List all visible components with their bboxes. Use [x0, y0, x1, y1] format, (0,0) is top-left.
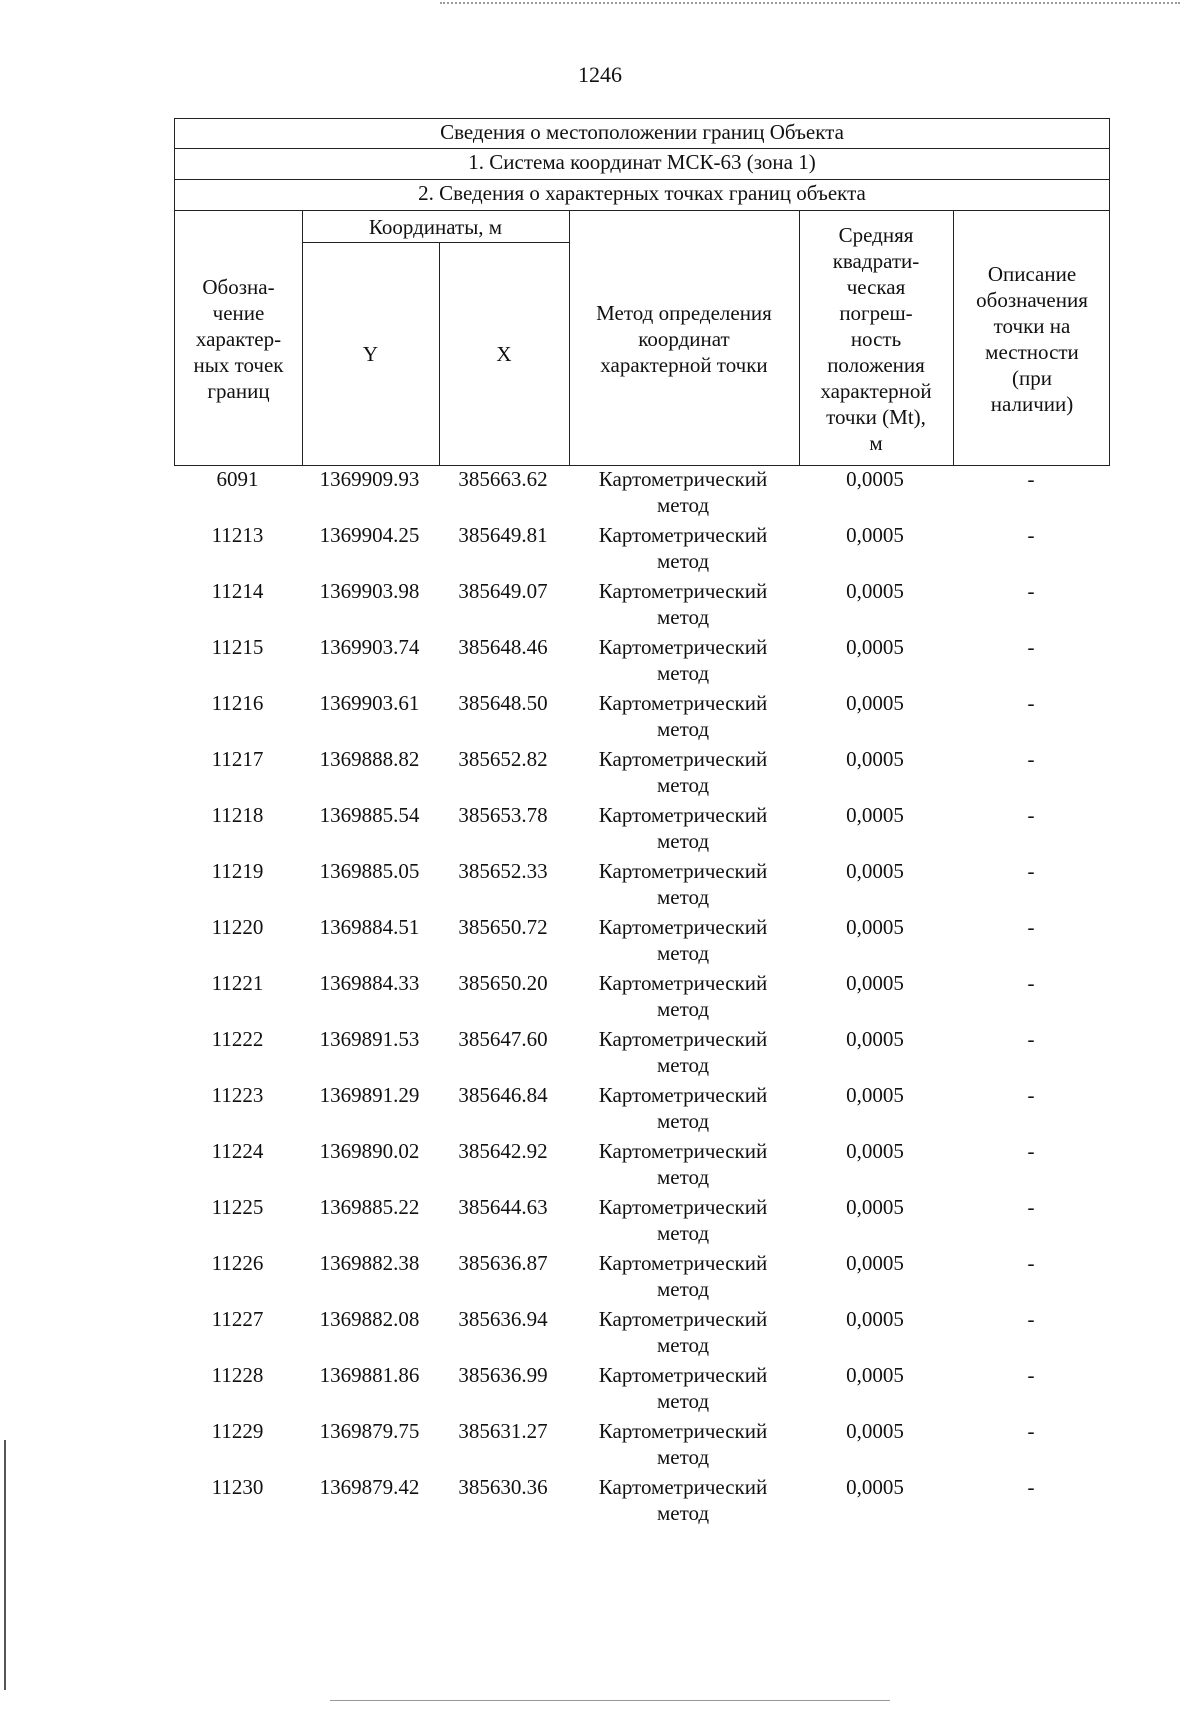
coord-x: 385650.20: [458, 971, 548, 995]
method-line: метод: [656, 1445, 710, 1469]
description: -: [1027, 747, 1035, 771]
method: [568, 858, 798, 910]
coord-x: 385649.81: [458, 523, 548, 547]
coord-y: 1369879.42: [319, 1475, 420, 1499]
header-line: (при: [1012, 365, 1052, 390]
coord-x: 385642.92: [458, 1139, 548, 1163]
header-line: точки (Mt),: [826, 404, 926, 429]
header-description-text: [976, 261, 1088, 417]
coord-x: 385652.82: [458, 747, 548, 771]
description: -: [1027, 859, 1035, 883]
description: -: [1027, 1083, 1035, 1107]
error-value: 0,0005: [846, 1475, 904, 1499]
page-number: 1246: [578, 62, 622, 87]
description: -: [1027, 803, 1035, 827]
table-row: [174, 1026, 1110, 1082]
method-line: метод: [656, 773, 710, 797]
error-value: 0,0005: [846, 1251, 904, 1275]
table-row: [174, 522, 1110, 578]
method: [568, 466, 798, 518]
method: [568, 1362, 798, 1414]
error-value: 0,0005: [846, 635, 904, 659]
point-id: 11225: [211, 1195, 264, 1219]
coord-y: 1369884.51: [319, 915, 420, 939]
method-line: Картометрический: [598, 1195, 768, 1219]
error-value: 0,0005: [846, 1363, 904, 1387]
header-line: характер-: [195, 326, 282, 351]
header-line: м: [869, 430, 883, 455]
scan-edge-top: [440, 2, 1180, 4]
scan-edge-bottom: [330, 1700, 890, 1701]
scan-edge-left: [4, 1440, 6, 1690]
coord-x: 385636.99: [458, 1363, 548, 1387]
point-id: 11220: [211, 915, 264, 939]
header-description: [953, 211, 1111, 466]
header-line: координат: [638, 326, 730, 351]
coord-y: 1369879.75: [319, 1419, 420, 1443]
description: -: [1027, 691, 1035, 715]
header-line: характерной: [820, 378, 932, 403]
description: -: [1027, 579, 1035, 603]
method-line: Картометрический: [598, 747, 768, 771]
description: -: [1027, 1419, 1035, 1443]
coord-x: 385644.63: [458, 1195, 548, 1219]
description: -: [1027, 1195, 1035, 1219]
column-headers: [174, 211, 1110, 466]
method: [568, 970, 798, 1022]
method-line: Картометрический: [598, 1475, 768, 1499]
error-value: 0,0005: [846, 1027, 904, 1051]
error-value: 0,0005: [846, 1083, 904, 1107]
header-line: ных точек: [193, 352, 284, 377]
method: [568, 1194, 798, 1246]
section-title: 2. Сведения о характерных точках границ объекта: [174, 180, 1110, 211]
coord-x: 385663.62: [458, 467, 548, 491]
point-id: 11214: [211, 579, 264, 603]
method-line: метод: [656, 493, 710, 517]
description: -: [1027, 1139, 1035, 1163]
error-value: 0,0005: [846, 579, 904, 603]
header-x: X: [496, 342, 512, 366]
header-line: Метод определения: [596, 300, 772, 325]
header-line: Обозна-: [202, 274, 275, 299]
method-line: Картометрический: [598, 1419, 768, 1443]
table-row: [174, 1474, 1110, 1530]
table-row: [174, 1250, 1110, 1306]
header-line: чение: [212, 300, 265, 325]
header-line: положения: [827, 352, 925, 377]
coord-y: 1369882.38: [319, 1251, 420, 1275]
description: -: [1027, 1027, 1035, 1051]
header-line: Средняя: [838, 222, 914, 247]
method-line: Картометрический: [598, 523, 768, 547]
method: [568, 634, 798, 686]
method-line: Картометрический: [598, 635, 768, 659]
error-value: 0,0005: [846, 691, 904, 715]
table-row: [174, 1138, 1110, 1194]
table-row: [174, 1362, 1110, 1418]
coord-x: 385646.84: [458, 1083, 548, 1107]
header-line: границ: [207, 378, 270, 403]
header-line: точки на: [993, 313, 1071, 338]
header-line: характерной точки: [600, 352, 768, 377]
method-line: метод: [656, 885, 710, 909]
method-line: Картометрический: [598, 1251, 768, 1275]
method-line: Картометрический: [598, 467, 768, 491]
method-line: метод: [656, 717, 710, 741]
method-line: Картометрический: [598, 1307, 768, 1331]
method-line: Картометрический: [598, 1139, 768, 1163]
point-id: 11218: [211, 803, 264, 827]
error-value: 0,0005: [846, 1139, 904, 1163]
coord-y: 1369885.22: [319, 1195, 420, 1219]
point-id: 11216: [211, 691, 264, 715]
method-line: метод: [656, 661, 710, 685]
table-title: Сведения о местоположении границ Объекта: [174, 118, 1110, 149]
header-line: ность: [850, 326, 902, 351]
table-row: [174, 802, 1110, 858]
method-line: метод: [656, 1221, 710, 1245]
point-id: 11227: [211, 1307, 264, 1331]
coord-x: 385648.50: [458, 691, 548, 715]
coord-y: 1369885.54: [319, 803, 420, 827]
description: -: [1027, 915, 1035, 939]
method-line: Картометрический: [598, 803, 768, 827]
method-line: Картометрический: [598, 1363, 768, 1387]
coord-y: 1369903.98: [319, 579, 420, 603]
coord-x: 385650.72: [458, 915, 548, 939]
description: -: [1027, 635, 1035, 659]
method-line: Картометрический: [598, 691, 768, 715]
coord-x: 385649.07: [458, 579, 548, 603]
method: [568, 690, 798, 742]
table-row: [174, 466, 1110, 522]
header-line: Описание: [987, 261, 1077, 286]
coord-y: 1369891.29: [319, 1083, 420, 1107]
header-line: ческая: [846, 274, 906, 299]
method-line: метод: [656, 1277, 710, 1301]
method: [568, 1250, 798, 1302]
method-line: метод: [656, 1165, 710, 1189]
method: [568, 802, 798, 854]
method-line: метод: [656, 1501, 710, 1525]
point-id: 11230: [211, 1475, 264, 1499]
point-id: 11222: [211, 1027, 264, 1051]
description: -: [1027, 1251, 1035, 1275]
table-row: [174, 690, 1110, 746]
method-line: Картометрический: [598, 1027, 768, 1051]
method-line: метод: [656, 549, 710, 573]
header-line: погреш-: [839, 300, 913, 325]
error-value: 0,0005: [846, 1307, 904, 1331]
table-row: [174, 914, 1110, 970]
error-value: 0,0005: [846, 1195, 904, 1219]
method: [568, 746, 798, 798]
point-id: 11224: [211, 1139, 264, 1163]
method: [568, 522, 798, 574]
table-row: [174, 1194, 1110, 1250]
point-id: 11229: [211, 1419, 264, 1443]
method: [568, 1474, 798, 1526]
point-id: 11215: [211, 635, 264, 659]
coord-y: 1369888.82: [319, 747, 420, 771]
point-id: 11228: [211, 1363, 264, 1387]
point-id: 11221: [211, 971, 264, 995]
description: -: [1027, 523, 1035, 547]
method-line: Картометрический: [598, 915, 768, 939]
method-line: метод: [656, 829, 710, 853]
coord-y: 1369882.08: [319, 1307, 420, 1331]
table-row: [174, 1082, 1110, 1138]
coordinate-system: 1. Система координат МСК-63 (зона 1): [174, 149, 1110, 180]
header-method: [569, 211, 799, 466]
table-row: [174, 634, 1110, 690]
coord-x: 385648.46: [458, 635, 548, 659]
coord-y: 1369884.33: [319, 971, 420, 995]
point-id: 11226: [211, 1251, 264, 1275]
method: [568, 1418, 798, 1470]
header-designation-text: [193, 274, 283, 404]
coord-x: 385636.87: [458, 1251, 548, 1275]
coord-y: 1369881.86: [319, 1363, 420, 1387]
header-line: квадрати-: [832, 248, 920, 273]
header-line: наличии): [990, 391, 1074, 416]
table-row: [174, 1306, 1110, 1362]
method-line: Картометрический: [598, 1083, 768, 1107]
description: -: [1027, 1307, 1035, 1331]
table-row: [174, 746, 1110, 802]
method-line: метод: [656, 941, 710, 965]
method-line: метод: [656, 997, 710, 1021]
coord-y: 1369903.74: [319, 635, 420, 659]
error-value: 0,0005: [846, 915, 904, 939]
error-value: 0,0005: [846, 747, 904, 771]
header-line: местности: [985, 339, 1079, 364]
coord-y: 1369885.05: [319, 859, 420, 883]
coord-x: 385652.33: [458, 859, 548, 883]
point-id: 6091: [216, 467, 259, 491]
table-row: [174, 858, 1110, 914]
coord-x: 385647.60: [458, 1027, 548, 1051]
table-row: [174, 578, 1110, 634]
point-id: 11213: [211, 523, 264, 547]
header-line: обозначения: [976, 287, 1088, 312]
description: -: [1027, 1475, 1035, 1499]
description: -: [1027, 971, 1035, 995]
description: -: [1027, 1363, 1035, 1387]
header-designation: [175, 211, 302, 466]
table-row: [174, 970, 1110, 1026]
method-line: метод: [656, 1053, 710, 1077]
coord-x: 385630.36: [458, 1475, 548, 1499]
method-line: Картометрический: [598, 579, 768, 603]
header-error-text: [820, 222, 931, 456]
method-line: метод: [656, 1333, 710, 1357]
header-error: [799, 211, 953, 466]
table-body: [174, 466, 1110, 1530]
error-value: 0,0005: [846, 1419, 904, 1443]
method-line: метод: [656, 1109, 710, 1133]
coord-x: 385631.27: [458, 1419, 548, 1443]
point-id: 11219: [211, 859, 264, 883]
description: -: [1027, 467, 1035, 491]
method: [568, 1138, 798, 1190]
point-id: 11223: [211, 1083, 264, 1107]
table-row: [174, 1418, 1110, 1474]
coord-y: 1369890.02: [319, 1139, 420, 1163]
error-value: 0,0005: [846, 971, 904, 995]
coord-y: 1369903.61: [319, 691, 420, 715]
header-method-text: [596, 300, 772, 378]
header-coordinates: Координаты, м: [368, 214, 503, 239]
error-value: 0,0005: [846, 523, 904, 547]
method: [568, 578, 798, 630]
method: [568, 1026, 798, 1078]
coord-x: 385653.78: [458, 803, 548, 827]
error-value: 0,0005: [846, 467, 904, 491]
method-line: метод: [656, 605, 710, 629]
method-line: Картометрический: [598, 859, 768, 883]
method: [568, 1306, 798, 1358]
method-line: метод: [656, 1389, 710, 1413]
coord-y: 1369904.25: [319, 523, 420, 547]
coord-x: 385636.94: [458, 1307, 548, 1331]
header-y: Y: [362, 342, 379, 366]
error-value: 0,0005: [846, 859, 904, 883]
method: [568, 1082, 798, 1134]
error-value: 0,0005: [846, 803, 904, 827]
method: [568, 914, 798, 966]
coord-y: 1369891.53: [319, 1027, 420, 1051]
coord-y: 1369909.93: [319, 467, 420, 491]
point-id: 11217: [211, 747, 264, 771]
method-line: Картометрический: [598, 971, 768, 995]
